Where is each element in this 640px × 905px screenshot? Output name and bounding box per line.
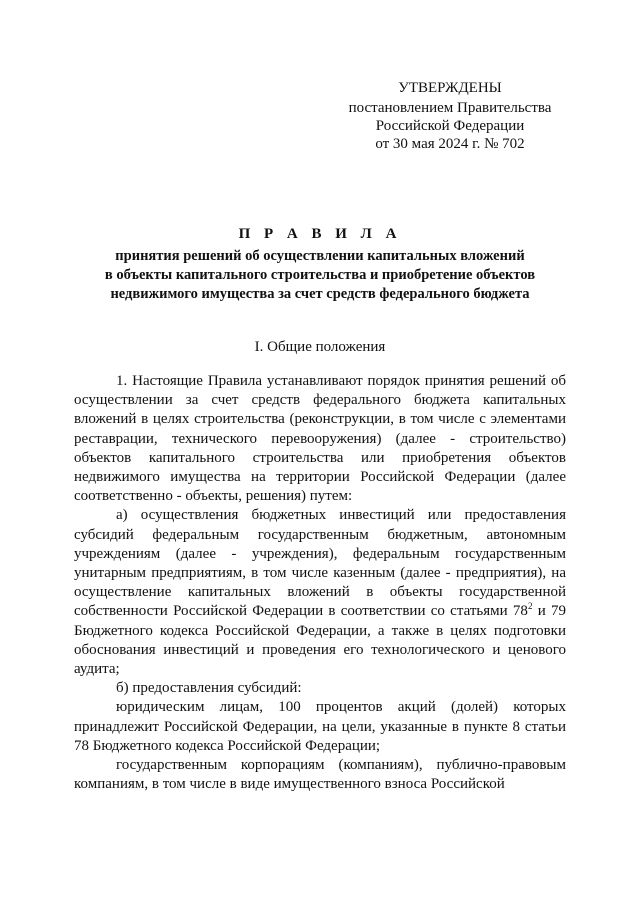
paragraph-2-text-start: а) осуществления бюджетных инвестиций или предоставления субсидий федеральным государственным бюджетным, автономным учреждениям (далее - учреждения), федеральным государственным унитарным предприятиям, в том числе казенным (далее - предприятия), на осуществление капитальных вложений в объекты государственной собственности Российской Федерации в соответствии со статьями 78	[74, 507, 566, 620]
approval-line-1: постановлением Правительства	[348, 100, 552, 116]
subtitle-line: недвижимого имущества за счет средств федерального бюджета	[110, 286, 530, 302]
paragraph-1: 1. Настоящие Правила устанавливают порядок принятия решений об осуществлении за счет средств федерального бюджета капитальных вложений в целях строительства (реконструкции, в том числе с элементами реставрации, технического перевооружения) (далее - строительство) объектов капитального строительства или приобретения объектов недвижимого имущества на территории Российской Федерации (далее соответственно - объекты, решения) путем:	[74, 373, 566, 505]
paragraph-4: юридическим лицам, 100 процентов акций (долей) которых принадлежит Российской Федерации, на цели, указанные в пункте 8 статьи 78 Бюджетного кодекса Российской Федерации;	[74, 699, 566, 754]
subtitle-line: принятия решений об осуществлении капитальных вложений	[115, 248, 525, 264]
subtitle-line: в объекты капитального строительства и приобретение объектов	[104, 267, 536, 283]
approval-block	[340, 79, 560, 153]
section-heading: I. Общие положения	[254, 339, 386, 355]
paragraph-2	[74, 506, 566, 679]
document-subtitle	[60, 247, 580, 304]
document-title: П Р А В И Л А	[238, 226, 402, 242]
document-body	[74, 372, 566, 794]
paragraph-3: б) предоставления субсидий:	[116, 680, 302, 697]
approval-title: УТВЕРЖДЕНЫ	[398, 80, 502, 96]
paragraph-2-text-end: и 79 Бюджетного кодекса Российской Федерации, а также в целях подготовки обоснования инвестиций и проведения его технологического и ценового аудита;	[74, 603, 566, 678]
paragraph-5: государственным корпорациям (компаниям), публично-правовым компаниям, в том числе в виде имущественного взноса Российской	[74, 757, 566, 793]
approval-line-2: Российской Федерации	[375, 118, 525, 134]
superscript-marker: 2	[527, 601, 533, 612]
approval-date: от 30 мая 2024 г. № 702	[375, 136, 525, 152]
